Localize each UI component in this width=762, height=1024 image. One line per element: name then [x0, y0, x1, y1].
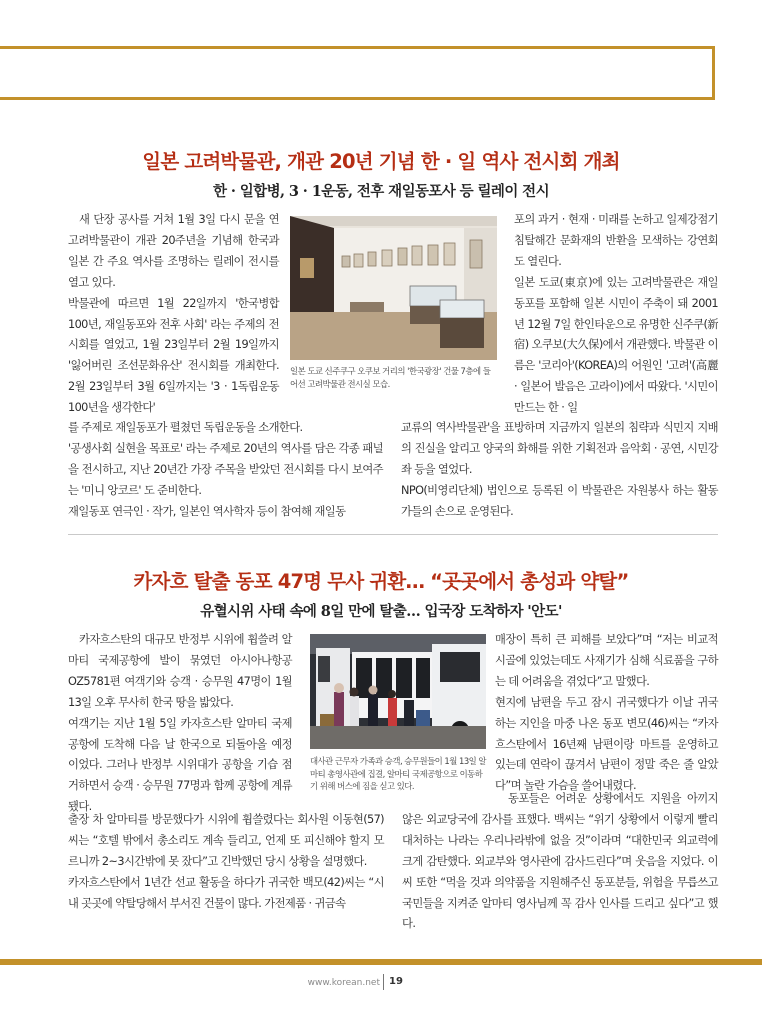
article1-title: 일본 고려박물관, 개관 20년 기념 한 · 일 역사 전시회 개최 [142, 150, 620, 173]
article1-left-column: 새 단장 공사를 거쳐 1월 3일 다시 문을 연 고려박물관이 개관 20주년을 기념해 한국과 일본 간 주요 역사를 조명하는 릴레이 전시를 열고 있다. 박물관에 따르면 1월 22일까지 '한국병합 100년, 재일동포와 전후 사회' 라는 주제의 전시회를 열었고, 1월 23일부터 2월 19일까지 '잃어버린 조선문화유산' 전시회를 개최한다. 2월 23일부터 3월 6일까지는 '3 · 1독립운동 100년을 생각한다' [68, 213, 279, 415]
museum-exhibition-photo [290, 216, 497, 360]
footer-separator [383, 974, 384, 990]
article2-photo-caption: 대사관 근무자 가족과 승객, 승무원들이 1월 13일 알마티 총영사관에 집결, 알마티 국제공항으로 이동하기 위해 버스에 짐을 싣고 있다. [310, 756, 486, 792]
article1-lower-right-column: 교류의 역사박물관'을 표방하며 지금까지 일본의 침략과 식민지 지배의 진실을 알리고 양국의 화해를 위한 기획전과 음악회 · 공연, 시민강좌 등을 열었다. NPO(비영리단체) 법인으로 등록된 이 박물관은 자원봉사 하는 활동가들의 손으로 운영된다. [401, 421, 718, 518]
footer-rule [0, 959, 762, 965]
article2-right-column: 매장이 특히 큰 피해를 보았다”며 “저는 비교적 시골에 있었는데도 사재기가 심해 식료품을 구하는 데 어려움을 겪었다”고 말했다. 현지에 남편을 두고 잠시 귀국했다가 이날 귀국하는 지인을 마중 나온 동포 변모(46)씨는 “카자흐스탄에서 16년째 남편이랑 마트를 운영하고 있는데 연락이 끊겨서 남편이 정말 죽은 줄 알았다”며 놀란 가슴을 쓸어내렸다. [495, 633, 718, 793]
article2-subtitle: 유혈시위 사태 속에 8일 만에 탈출… 입국장 도착하자 '안도' [200, 603, 562, 620]
article2-lower-right-column: 동포들은 어려운 상황에서도 지원을 아끼지 않은 외교당국에 감사를 표했다. 백씨는 “위기 상황에서 이렇게 빨리 대처하는 나라는 우리나라밖에 없을 것”이라며 “대한민국 외교력에 크게 감탄했다. 외교부와 영사관에 감사드린다”며 웃음을 지었다. 이 씨 또한 “먹을 것과 의약품을 지원해주신 동포분들, 위험을 무릅쓰고 국민들을 지켜준 알마티 영사님께 꼭 감사 인사를 드리고 싶다”고 했다. [402, 792, 718, 931]
page-number: 19 [389, 976, 403, 987]
article1-right-column: 포의 과거 · 현재 · 미래를 논하고 일제강점기 침탈해간 문화재의 반환을 모색하는 강연회도 열린다. 일본 도쿄(東京)에 있는 고려박물관은 재일동포를 포함해 일본 시민이 주축이 돼 2001년 12월 7일 한인타운으로 유명한 신주쿠(新宿) 오쿠보(大久保)에서 개관했다. 박물관 이름은 '코리아'(KOREA)의 어원인 '고려'(高麗 · 일본어 발음은 고라이)에서 따왔다. '시민이 만드는 한 · 일 [514, 213, 718, 415]
article2-lower-left-column: 출장 차 알마티를 방문했다가 시위에 휩쓸렸다는 회사원 이동현(57) 씨는 “호텔 밖에서 총소리도 계속 들리고, 언제 또 피신해야 할지 모르니까 2~3시간밖에 못 잤다”고 긴박했던 당시 상황을 설명했다. 카자흐스탄에서 1년간 선교 활동을 하다가 귀국한 백모(42)씨는 “시내 곳곳에 약탈당해서 부서진 건물이 많다. 가전제품 · 귀금속 [68, 813, 384, 910]
article-divider [68, 534, 718, 535]
article2-title: 카자흐 탈출 동포 47명 무사 귀환… “곳곳에서 총성과 약탈” [133, 570, 629, 593]
footer-site-url: www.korean.net [307, 978, 380, 988]
header-banner-frame [0, 46, 715, 100]
article2-left-column: 카자흐스탄의 대규모 반정부 시위에 휩쓸려 알마티 국제공항에 발이 묶였던 아시아나항공 OZ5781편 여객기와 승객 · 승무원 47명이 1월 13일 오후 무사히 한국 땅을 밟았다. 여객기는 지난 1월 5일 카자흐스탄 알마티 국제공항에 도착해 다음 날 한국으로 되돌아올 예정이었다. 그러나 반정부 시위대가 공항을 기습 점거하면서 승객 · 승무원 77명과 함께 공항에 계류됐다. [68, 633, 292, 814]
article1-lower-left-column: 를 주제로 재일동포가 펼쳤던 독립운동을 소개한다. '공생사회 실현을 목표로' 라는 주제로 20년의 역사를 담은 각종 패널을 전시하고, 지난 20년간 가장 주목을 받았던 전시회를 다시 보여주는 '미니 앙코르' 도 준비한다. 재일동포 연극인 · 작가, 일본인 역사학자 등이 참여해 재일동 [68, 421, 383, 518]
airport-bus-photo [310, 634, 486, 749]
article1-subtitle: 한 · 일합병, 3 · 1운동, 전후 재일동포사 등 릴레이 전시 [213, 183, 549, 200]
article1-photo-caption: 일본 도쿄 신주쿠구 오쿠보 거리의 '한국광장' 건물 7층에 들어선 고려박물관 전시실 모습. [290, 366, 491, 389]
